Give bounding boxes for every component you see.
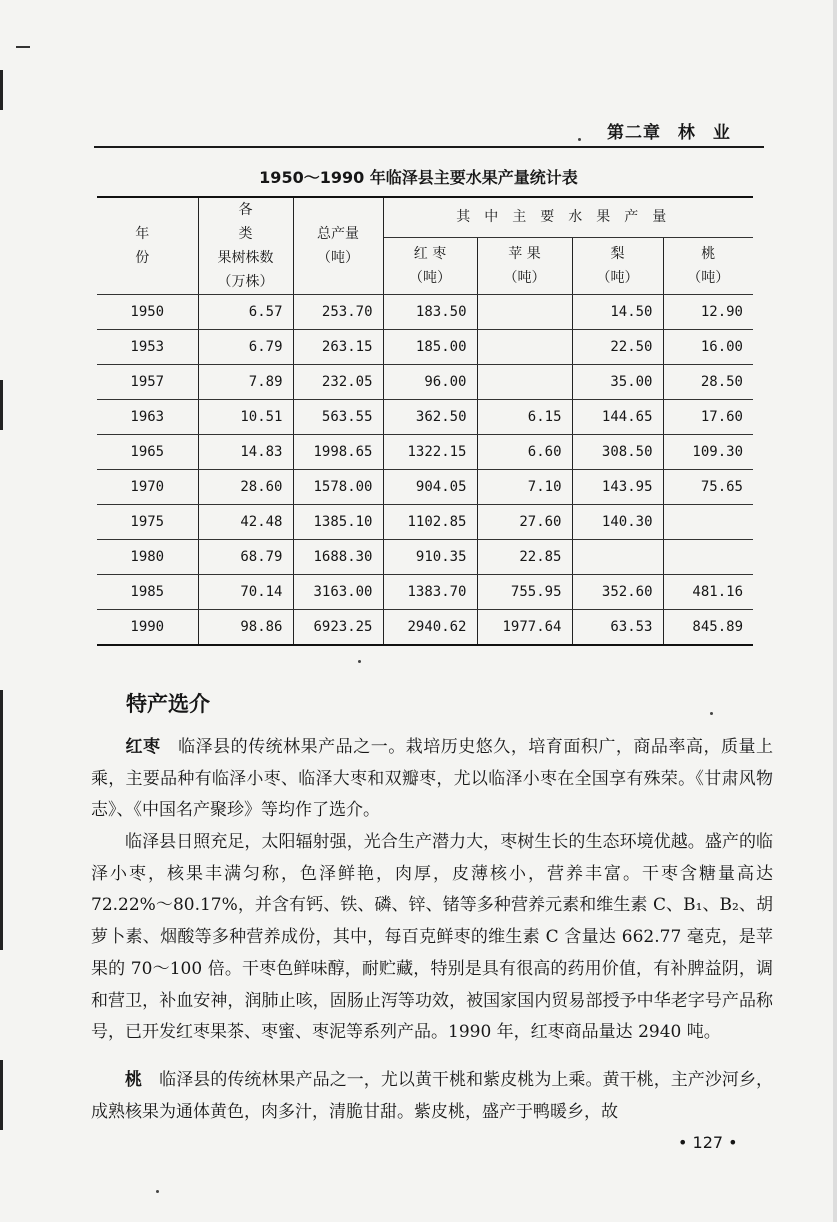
paragraph-lead-jujube: 红枣 — [125, 737, 161, 757]
cell-year: 1985 — [97, 575, 198, 610]
cell-pear: 35.00 — [572, 365, 663, 400]
cell-jujube: 1102.85 — [383, 505, 477, 540]
cell-trees: 6.57 — [198, 295, 293, 330]
cell-apple — [477, 365, 572, 400]
cell-jujube: 1322.15 — [383, 435, 477, 470]
header-tree-count-line3: （万株） — [217, 274, 274, 290]
cell-total: 253.70 — [293, 295, 383, 330]
header-pear-unit: （吨） — [596, 269, 639, 286]
cell-apple — [477, 295, 572, 330]
cell-year: 1953 — [97, 330, 198, 365]
scan-dash-mark — [16, 46, 30, 48]
scan-edge-mark — [0, 1060, 3, 1130]
cell-pear: 140.30 — [572, 505, 663, 540]
cell-year: 1965 — [97, 435, 198, 470]
header-main-fruits: 其中主要水果产量 — [383, 197, 753, 237]
header-jujube — [383, 237, 477, 295]
cell-apple: 755.95 — [477, 575, 572, 610]
scan-edge-mark — [0, 70, 3, 110]
scan-edge-mark — [0, 380, 3, 430]
header-total — [293, 197, 383, 295]
cell-jujube: 1383.70 — [383, 575, 477, 610]
table-row — [97, 435, 753, 470]
cell-jujube: 904.05 — [383, 470, 477, 505]
header-jujube-unit: （吨） — [409, 269, 451, 286]
header-apple — [477, 237, 572, 295]
cell-pear: 22.50 — [572, 330, 663, 365]
header-tree-count — [198, 197, 293, 295]
header-tree-count-line2: 果树株数 — [217, 250, 274, 266]
cell-year: 1950 — [97, 295, 198, 330]
paragraph-jujube-detail — [91, 827, 773, 1049]
cell-jujube: 185.00 — [383, 330, 477, 365]
cell-trees: 7.89 — [198, 365, 293, 400]
cell-total: 6923.25 — [293, 610, 383, 646]
cell-year: 1970 — [97, 470, 198, 505]
cell-peach: 481.16 — [663, 575, 753, 610]
cell-trees: 42.48 — [198, 505, 293, 540]
scan-speck — [710, 712, 713, 715]
cell-trees: 6.79 — [198, 330, 293, 365]
paragraph-lead-peach: 桃 — [125, 1070, 143, 1090]
cell-total: 563.55 — [293, 400, 383, 435]
cell-total: 1385.10 — [293, 505, 383, 540]
running-header: 第二章 林 业 — [607, 123, 731, 143]
cell-peach: 28.50 — [663, 365, 753, 400]
cell-jujube: 910.35 — [383, 540, 477, 575]
header-peach-label: 桃 — [701, 245, 716, 262]
cell-apple — [477, 330, 572, 365]
cell-year: 1963 — [97, 400, 198, 435]
cell-total: 1688.30 — [293, 540, 383, 575]
table-title: 1950～1990 年临泽县主要水果产量统计表 — [259, 168, 578, 187]
fruit-production-table — [97, 196, 753, 646]
cell-jujube: 96.00 — [383, 365, 477, 400]
cell-apple: 6.60 — [477, 435, 572, 470]
cell-year: 1980 — [97, 540, 198, 575]
cell-peach: 75.65 — [663, 470, 753, 505]
header-apple-unit: （吨） — [503, 269, 546, 286]
header-peach — [663, 237, 753, 295]
table-row — [97, 470, 753, 505]
cell-peach: 16.00 — [663, 330, 753, 365]
scan-speck — [358, 660, 361, 663]
cell-pear: 308.50 — [572, 435, 663, 470]
paragraph-text: 临泽县的传统林果产品之一。栽培历史悠久，培育面积广，商品率高，质量上乘，主要品种有临泽小枣、临泽大枣和双瓣枣，尤以临泽小枣在全国享有殊荣。《甘肃风物志》、《中国名产聚珍》等均作了选介。 — [91, 737, 774, 821]
cell-trees: 28.60 — [198, 470, 293, 505]
header-total-line1: 总产量 — [317, 226, 359, 242]
cell-peach — [663, 540, 753, 575]
paragraph-jujube — [91, 732, 773, 827]
cell-year: 1990 — [97, 610, 198, 646]
cell-apple: 7.10 — [477, 470, 572, 505]
header-jujube-label: 红 枣 — [413, 245, 447, 262]
cell-peach — [663, 505, 753, 540]
paragraph-text: 临泽县的传统林果产品之一，尤以黄干桃和紫皮桃为上乘。黄干桃，主产沙河乡，成熟核果为通体黄色，肉多汁，清脆甘甜。紫皮桃，盛产于鸭暖乡，故 — [91, 1070, 774, 1122]
table-row — [97, 505, 753, 540]
table-row — [97, 610, 753, 646]
header-tree-count-line1: 各 类 — [238, 202, 281, 242]
cell-apple: 27.60 — [477, 505, 572, 540]
cell-trees: 14.83 — [198, 435, 293, 470]
cell-total: 232.05 — [293, 365, 383, 400]
header-apple-label: 苹 果 — [508, 245, 541, 262]
cell-peach: 845.89 — [663, 610, 753, 646]
cell-pear: 14.50 — [572, 295, 663, 330]
header-rule — [94, 146, 764, 148]
table-row — [97, 540, 753, 575]
cell-trees: 70.14 — [198, 575, 293, 610]
cell-trees: 98.86 — [198, 610, 293, 646]
cell-trees: 10.51 — [198, 400, 293, 435]
cell-apple: 1977.64 — [477, 610, 572, 646]
header-peach-unit: （吨） — [687, 269, 730, 286]
cell-year: 1975 — [97, 505, 198, 540]
section-title: 特产选介 — [126, 692, 210, 716]
cell-apple: 6.15 — [477, 400, 572, 435]
table-row — [97, 330, 753, 365]
cell-total: 1578.00 — [293, 470, 383, 505]
paragraph-peach — [91, 1065, 773, 1128]
scan-speck — [578, 138, 581, 141]
cell-apple: 22.85 — [477, 540, 572, 575]
cell-pear: 143.95 — [572, 470, 663, 505]
scan-speck — [156, 1190, 159, 1193]
cell-pear: 352.60 — [572, 575, 663, 610]
cell-pear — [572, 540, 663, 575]
cell-pear: 63.53 — [572, 610, 663, 646]
cell-jujube: 362.50 — [383, 400, 477, 435]
cell-total: 263.15 — [293, 330, 383, 365]
cell-trees: 68.79 — [198, 540, 293, 575]
paragraph-text: 临泽县日照充足，太阳辐射强，光合生产潜力大，枣树生长的生态环境优越。盛产的临泽小枣，核果丰满匀称，色泽鲜艳，肉厚，皮薄核小，营养丰富。干枣含糖量高达 72.22%～80.17%，并含有钙、铁、磷、锌、锗等多种营养元素和维生素 C、B₁、B₂、胡萝卜素、烟酸等多种营养成份，其中，每百克鲜枣的维生素 C 含量达 662.77 毫克，是苹果的 70～100 倍。干枣色鲜味醇，耐贮藏，特别是具有很高的药用价值，有补脾益阴，调和营卫，补血安神，润肺止咳，固肠止泻等功效，被国家国内贸易部授予中华老字号产品称号，已开发红枣果茶、枣蜜、枣泥等系列产品。1990 年，红枣商品量达 2940 吨。 — [91, 832, 773, 1043]
cell-total: 1998.65 — [293, 435, 383, 470]
header-pear-label: 梨 — [610, 245, 625, 262]
cell-total: 3163.00 — [293, 575, 383, 610]
cell-jujube: 183.50 — [383, 295, 477, 330]
scan-edge-mark — [0, 690, 3, 950]
table-row — [97, 575, 753, 610]
cell-peach: 17.60 — [663, 400, 753, 435]
table-row — [97, 295, 753, 330]
cell-pear: 144.65 — [572, 400, 663, 435]
header-pear — [572, 237, 663, 295]
cell-year: 1957 — [97, 365, 198, 400]
cell-jujube: 2940.62 — [383, 610, 477, 646]
cell-peach: 109.30 — [663, 435, 753, 470]
page-number: • 127 • — [678, 1133, 738, 1152]
cell-peach: 12.90 — [663, 295, 753, 330]
table-row — [97, 400, 753, 435]
header-total-line2: （吨） — [317, 250, 359, 266]
header-year: 年 份 — [97, 197, 198, 295]
table-row — [97, 365, 753, 400]
